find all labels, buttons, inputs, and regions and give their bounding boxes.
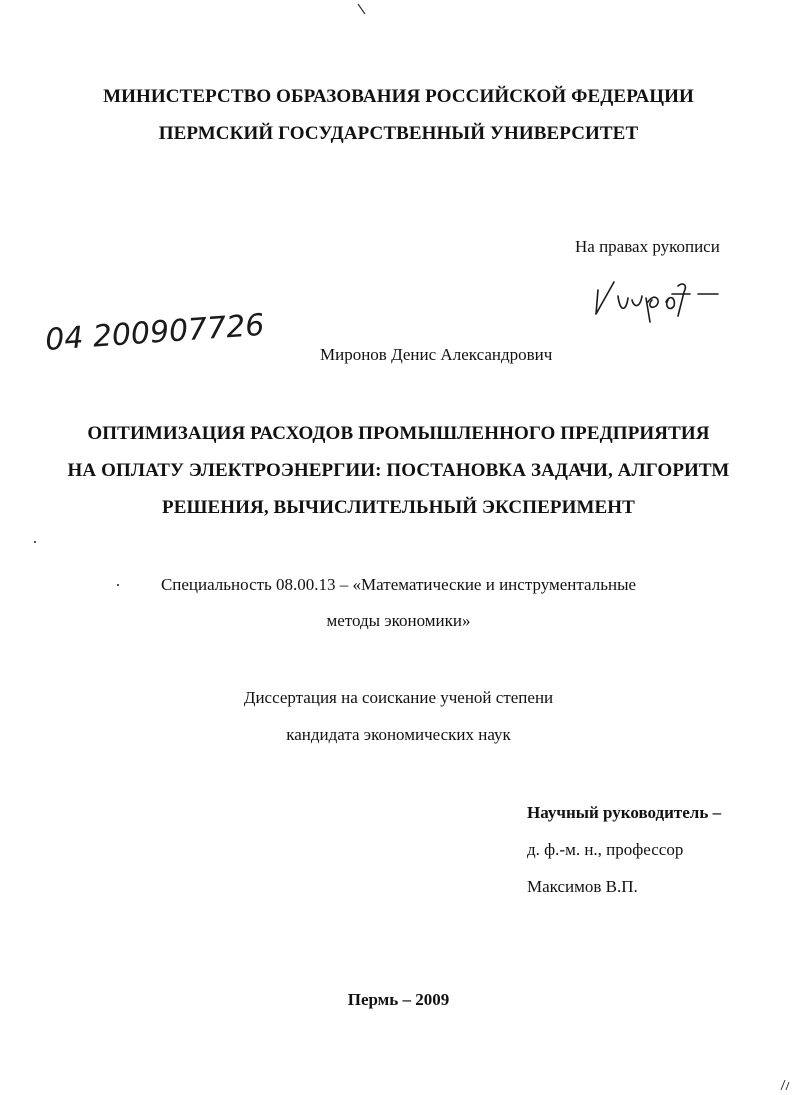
title-line-2: НА ОПЛАТУ ЭЛЕКТРОЭНЕРГИИ: ПОСТАНОВКА ЗАДАЧИ, АЛГОРИТМ — [67, 460, 730, 481]
supervisor-label: Научный руководитель – — [527, 803, 722, 822]
supervisor-degree: д. ф.-м. н., профессор — [527, 840, 684, 859]
scan-mark-corner — [778, 1078, 792, 1092]
scan-speck — [34, 541, 36, 543]
title-line-1: ОПТИМИЗАЦИЯ РАСХОДОВ ПРОМЫШЛЕННОГО ПРЕДПРИЯТИЯ — [87, 423, 710, 444]
supervisor-name: Максимов В.П. — [527, 877, 638, 896]
specialty-line-2: методы экономики» — [326, 611, 471, 630]
dissertation-line-2: кандидата экономических наук — [286, 725, 511, 744]
scan-mark-top — [356, 2, 368, 16]
specialty-line-1: Специальность 08.00.13 – «Математические и инструментальные — [160, 575, 637, 594]
university-heading: ПЕРМСКИЙ ГОСУДАРСТВЕННЫЙ УНИВЕРСИТЕТ — [158, 123, 639, 144]
manuscript-note: На правах рукописи — [575, 237, 720, 256]
dissertation-line-1: Диссертация на соискание ученой степени — [243, 688, 554, 707]
svg-text:04 200907726: 04 200907726 — [44, 307, 266, 358]
registration-number — [44, 307, 266, 360]
title-line-3: РЕШЕНИЯ, ВЫЧИСЛИТЕЛЬНЫЙ ЭКСПЕРИМЕНТ — [162, 497, 635, 518]
author-name: Миронов Денис Александрович — [320, 345, 553, 364]
city-year: Пермь – 2009 — [347, 990, 450, 1009]
signature — [590, 272, 730, 332]
ministry-heading: МИНИСТЕРСТВО ОБРАЗОВАНИЯ РОССИЙСКОЙ ФЕДЕРАЦИИ — [103, 86, 694, 107]
